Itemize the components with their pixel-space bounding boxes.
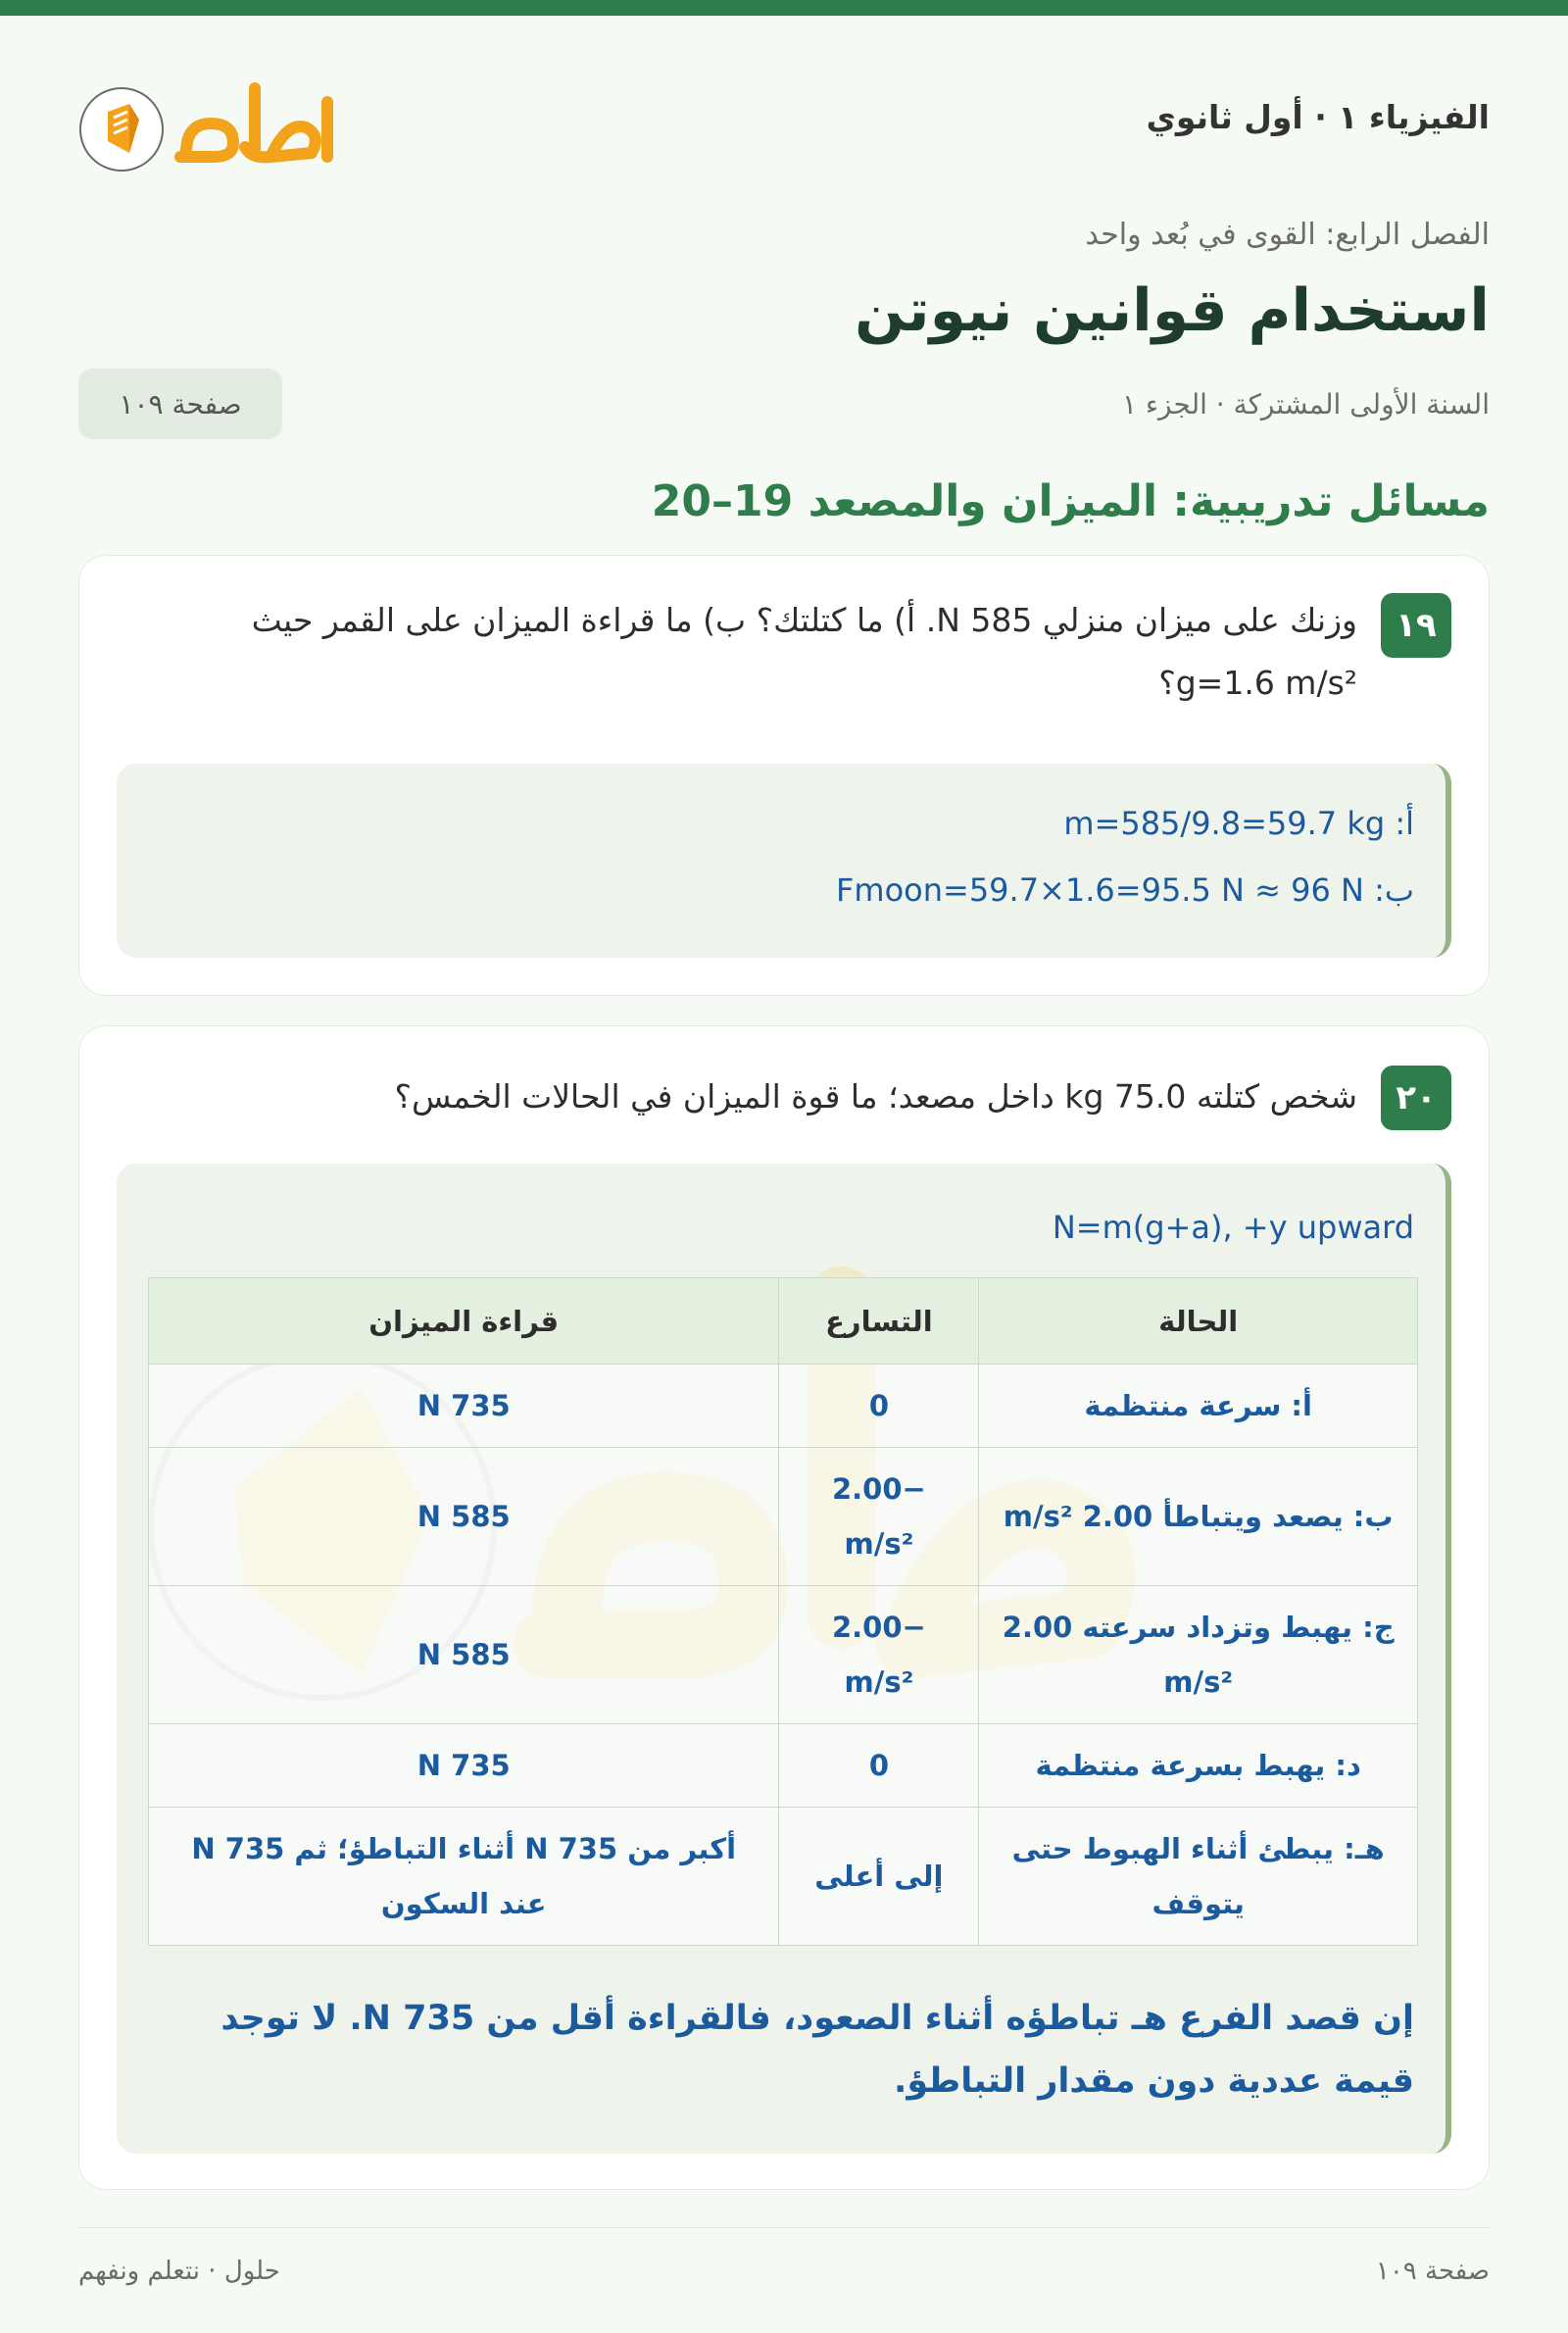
subject-label: الفيزياء ١ · أول ثانوي	[1146, 98, 1490, 136]
table-row	[149, 1586, 1418, 1724]
question-card-19	[78, 555, 1490, 996]
question-text-line-2: g=1.6 m/s²؟	[1158, 664, 1357, 702]
acceleration-cell: 0	[779, 1724, 979, 1808]
case-cell: ج: يهبط وتزداد سرعته 2.00 m/s²	[979, 1586, 1418, 1724]
case-cell: ب: يصعد ويتباطأ 2.00 m/s²	[979, 1448, 1418, 1586]
section-title: مسائل تدريبية: الميزان والمصعد 19–20	[651, 476, 1490, 526]
answer-line-a: أ: m=585/9.8=59.7 kg	[1063, 805, 1414, 842]
question-text-line-1: وزنك على ميزان منزلي 585 N. أ) ما كتلتك؟ ب) ما قراءة الميزان على القمر حيث	[251, 601, 1357, 639]
table-row	[149, 1365, 1418, 1448]
answer-box	[117, 764, 1451, 958]
answer-line-b: ب: Fmoon=59.7×1.6=95.5 N ≈ 96 N	[835, 871, 1414, 909]
formula-line: N=m(g+a), +y upward	[1052, 1209, 1414, 1246]
hulul-logo[interactable]	[78, 63, 353, 180]
table-header-row	[149, 1278, 1418, 1365]
acceleration-cell: −2.00 m/s²	[779, 1448, 979, 1586]
acceleration-cell: 0	[779, 1365, 979, 1448]
chapter-label: الفصل الرابع: القوى في بُعد واحد	[1085, 218, 1490, 252]
column-header-acceleration: التسارع	[779, 1278, 979, 1365]
case-cell: د: يهبط بسرعة منتظمة	[979, 1724, 1418, 1808]
footer-divider	[78, 2227, 1490, 2228]
page-title: استخدام قوانين نيوتن	[855, 276, 1490, 345]
column-header-reading: قراءة الميزان	[149, 1278, 779, 1365]
question-card-20	[78, 1025, 1490, 2190]
answer-note: إن قصد الفرع هـ تباطؤه أثناء الصعود، فالقراءة أقل من 735 N. لا توجد قيمة عددية دون مقدار التباطؤ.	[220, 1999, 1414, 2101]
footer-page-number: صفحة ١٠٩	[1375, 2257, 1490, 2286]
table-row	[149, 1448, 1418, 1586]
reading-cell: 585 N	[149, 1448, 779, 1586]
reading-cell: 735 N	[149, 1724, 779, 1808]
question-number-badge: ١٩	[1381, 593, 1451, 658]
column-header-case: الحالة	[979, 1278, 1418, 1365]
case-cell: أ: سرعة منتظمة	[979, 1365, 1418, 1448]
question-number-badge: ٢٠	[1381, 1066, 1451, 1130]
reading-cell: 735 N	[149, 1365, 779, 1448]
footer-brand: حلول · نتعلم ونفهم	[78, 2257, 280, 2286]
acceleration-cell: −2.00 m/s²	[779, 1586, 979, 1724]
acceleration-cell: إلى أعلى	[779, 1808, 979, 1946]
page-header	[78, 55, 1490, 173]
reading-cell: أكبر من 735 N أثناء التباطؤ؛ ثم 735 N عند السكون	[149, 1808, 779, 1946]
reading-cell: 585 N	[149, 1586, 779, 1724]
table-row	[149, 1808, 1418, 1946]
logo-wordmark	[180, 88, 327, 157]
top-accent-bar	[0, 0, 1568, 16]
table-row	[149, 1724, 1418, 1808]
case-cell: هـ: يبطئ أثناء الهبوط حتى يتوقف	[979, 1808, 1418, 1946]
elevator-cases-table	[148, 1277, 1418, 1946]
course-meta: السنة الأولى المشتركة · الجزء ١	[1121, 388, 1490, 421]
question-text: شخص كتلته 75.0 kg داخل مصعد؛ ما قوة الميزان في الحالات الخمس؟	[394, 1077, 1357, 1116]
answer-box	[117, 1164, 1451, 2154]
page-number-badge: صفحة ١٠٩	[78, 369, 282, 439]
